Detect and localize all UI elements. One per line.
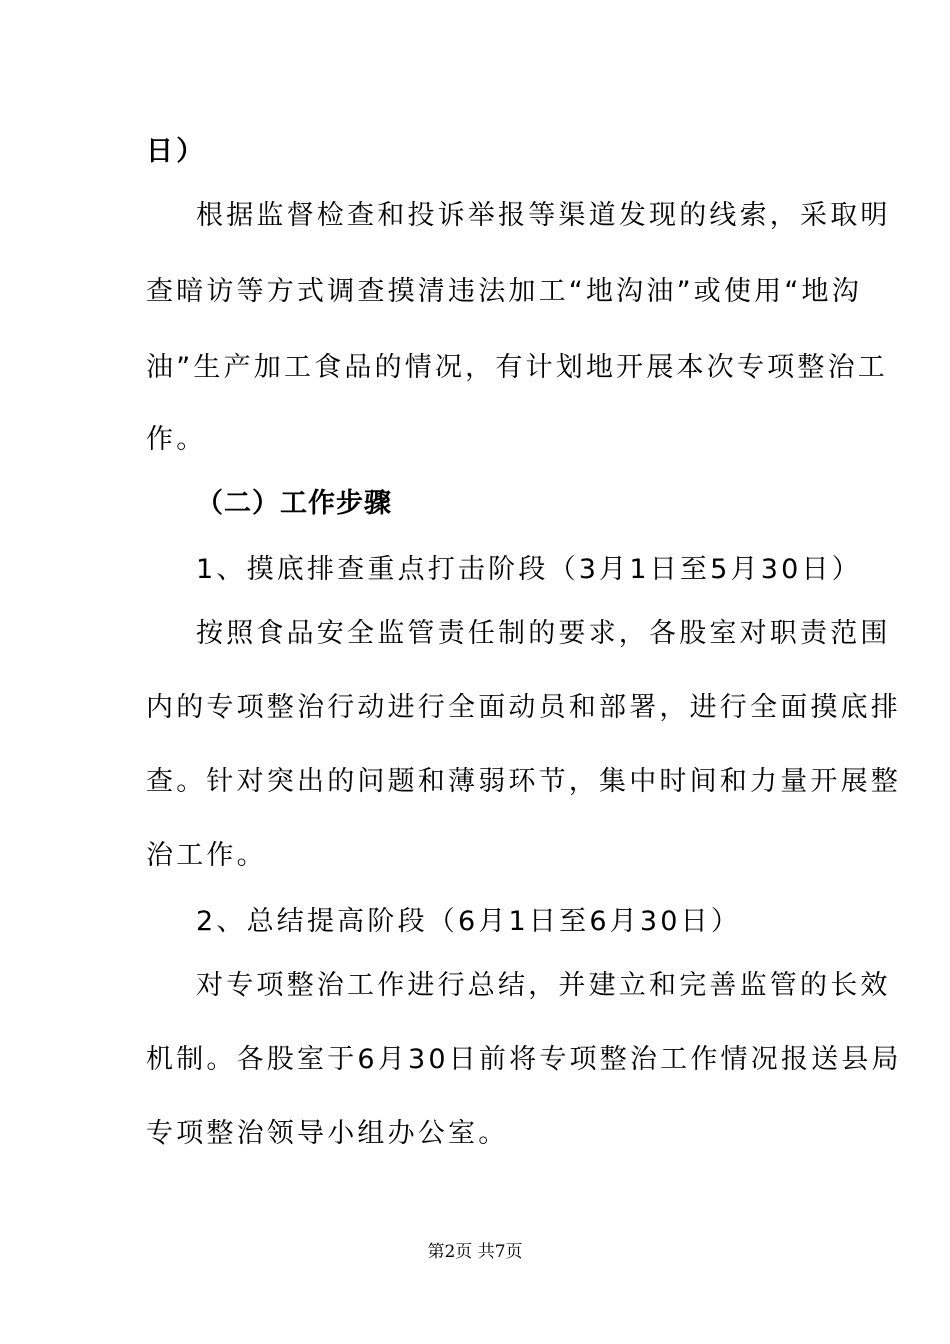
paragraph-line: 查。针对突出的问题和薄弱环节，集中时间和力量开展整 <box>146 766 901 797</box>
paragraph-line: 根据监督检查和投诉举报等渠道发现的线索，采取明 <box>196 200 891 231</box>
paragraph-line: 机制。各股室于6月30日前将专项整治工作情况报送县局 <box>146 1044 902 1075</box>
text-line-continuation: 日） <box>146 136 207 167</box>
paragraph-line: 查暗访等方式调查摸清违法加工“地沟油”或使用“地沟 <box>146 276 862 307</box>
paragraph-line: 对专项整治工作进行总结，并建立和完善监管的长效 <box>196 970 891 1001</box>
paragraph-line: 按照食品安全监管责任制的要求，各股室对职责范围 <box>196 618 891 649</box>
paragraph-line: 专项整治领导小组办公室。 <box>146 1118 509 1149</box>
paragraph-line: 油”生产加工食品的情况，有计划地开展本次专项整治工 <box>146 352 888 383</box>
paragraph-line: 内的专项整治行动进行全面动员和部署，进行全面摸底排 <box>146 692 901 723</box>
paragraph-line: 治工作。 <box>146 840 267 871</box>
subsection-heading: 2、总结提高阶段（6月1日至6月30日） <box>196 906 742 937</box>
paragraph-line: 作。 <box>146 424 207 455</box>
subsection-heading: 1、摸底排查重点打击阶段（3月1日至5月30日） <box>196 554 862 585</box>
section-heading: （二）工作步骤 <box>196 488 392 519</box>
page-footer: 第2页 共7页 <box>427 1242 523 1262</box>
